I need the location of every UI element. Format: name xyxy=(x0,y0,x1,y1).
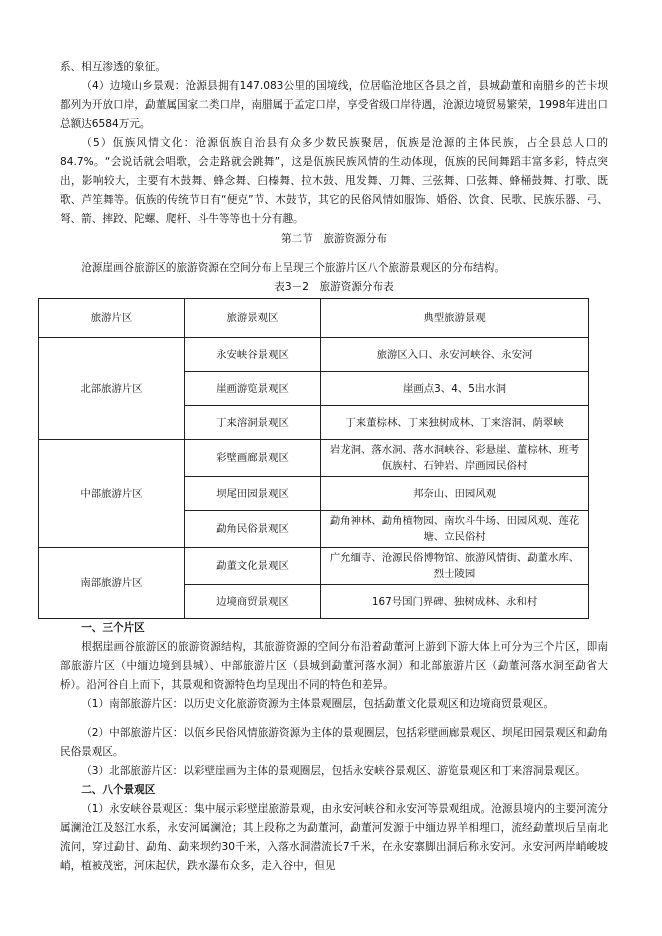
area-cell: 边境商贸景观区 xyxy=(185,585,321,619)
sights-cell: 167号国门界碑、独树成林、永和村 xyxy=(321,585,589,619)
part1-middle-zone: （2）中部旅游片区：以佤乡民俗风情旅游资源为主体的景观圈层，包括彩壁画廊景观区、坝尾田园景观区和勐角民俗景观区。 xyxy=(60,727,608,758)
area-cell: 坝尾田园景观区 xyxy=(185,477,321,511)
sights-cell: 广允缅寺、沧源民俗博物馆、旅游风情街、勐董水库、烈士陵园 xyxy=(321,548,589,585)
sights-cell: 崖画点3、4、5出水洞 xyxy=(321,372,589,406)
paragraph-border-landscape: （4）边境山乡景观：沧源县拥有147.083公里的国境线，位居临沧地区各县之首，县城勐董和南腊乡的芒卡坝都列为开放口岸，勐董属国家二类口岸，南腊属于孟定口岸，享受省级口岸待遇，沧源边境贸易繁荣，1998年进出口总额达6584万元。 xyxy=(60,80,608,130)
table-header-row xyxy=(39,299,589,338)
table-row xyxy=(39,338,589,372)
table-caption: 表3－2 旅游资源分布表 xyxy=(274,281,394,293)
zone-cell: 南部旅游片区 xyxy=(39,548,185,619)
document-page xyxy=(60,58,608,876)
header-zone: 旅游片区 xyxy=(39,299,185,338)
sights-cell: 岩龙洞、落水洞、落水洞峡谷、彩悬崖、董棕林、班考佤族村、石钟岩、岸画园民俗村 xyxy=(321,440,589,477)
sights-cell: 勐角神林、勐角植物园、南坎斗牛场、田园风观、莲花塘、立民俗村 xyxy=(321,511,589,548)
table-row xyxy=(39,440,589,477)
area-cell: 彩壁画廊景观区 xyxy=(185,440,321,477)
spacer xyxy=(60,249,608,259)
area-cell: 勐董文化景观区 xyxy=(185,548,321,585)
part1-north-zone: （3）北部旅游片区：以彩壁崖画为主体的景观圈层，包括永安峡谷景观区、游览景观区和丁来溶洞景观区。 xyxy=(81,765,586,777)
area-cell: 永安峡谷景观区 xyxy=(185,338,321,372)
zone-cell: 中部旅游片区 xyxy=(39,440,185,548)
sights-cell: 丁来董棕林、丁来独树成林、丁来溶洞、荫翠峡 xyxy=(321,406,589,440)
spacer xyxy=(60,714,608,724)
area-cell: 丁来溶洞景观区 xyxy=(185,406,321,440)
part1-paragraph: 根据崖画谷旅游区的旅游资源结构，其旅游资源的空间分布沿着勐董河上游到下游大体上可分为三个片区，即南部旅游片区（中缅边境到县城）、中部旅游片区（县城到勐董河落水洞）和北部旅游片区（勐董河落水洞至勐省大桥）。沿河谷自上而下，其景观和资源特色均呈现出不同的特色和差异。 xyxy=(60,641,608,691)
paragraph-wa-culture: （5）佤族风情文化：沧源佤族自治县有众多少数民族聚居，佤族是沧源的主体民族，占全县总人口的84.7%。“会说话就会唱歌，会走路就会跳舞”，这是佤族民族风情的生动体现，佤族的民间舞蹈丰富多彩，特点突出，影响较大，主要有木鼓舞、蜂念舞、臼榛舞、拉木鼓、甩发舞、刀舞、三弦舞、口弦舞、蜂桶鼓舞、打歌、既歌、芦笙舞等。佤族的传统节日有“便克”节、木鼓节，其它的民俗风情如服饰、婚俗、饮食、民歌、民族乐器、弓、弩、箭、摔跤、陀螺、爬杆、斗牛等等也十分有趣。 xyxy=(60,137,608,225)
zone-cell: 北部旅游片区 xyxy=(39,338,185,440)
header-sights: 典型旅游景观 xyxy=(321,299,589,338)
area-cell: 崖画游览景观区 xyxy=(185,372,321,406)
section-intro: 沧源崖画谷旅游区的旅游资源在空间分布上呈现三个旅游片区八个旅游景观区的分布结构。 xyxy=(81,262,505,274)
sights-cell: 旅游区入口、永安河峡谷、永安河 xyxy=(321,338,589,372)
sights-cell: 邦奈山、田园风观 xyxy=(321,477,589,511)
part2-paragraph: （1）永安峡谷景观区：集中展示彩壁崖旅游景观，由永安河峡谷和永安河等景观组成。沧源县境内的主要河流分属澜沧江及怒江水系，永安河属澜沧；其上段称之为勐董河，勐董河发源于中缅边界羊相埋口，流经勐董坝后呈南北流问，穿过勐甘、勐角、勐来坝约30千米，入落水洞潜流长7千米，在永安寨脚出洞后称永安河。永安河两岸峭峻坡峭，植被茂密，河床起伏，跌水瀑布众多，走入谷中，但见 xyxy=(60,803,608,872)
area-cell: 勐角民俗景观区 xyxy=(185,511,321,548)
table-row xyxy=(39,548,589,585)
part1-south-zone: （1）南部旅游片区：以历史文化旅游资源为主体景观圈层，包括勐董文化景观区和边境商贸景观区。 xyxy=(81,698,555,710)
section-title: 第二节 旅游资源分布 xyxy=(281,233,387,245)
header-area: 旅游景观区 xyxy=(185,299,321,338)
resource-distribution-table xyxy=(38,298,589,619)
part1-heading: 一、三个片区 xyxy=(81,622,145,634)
paragraph-continuation: 系、相互渗透的象征。 xyxy=(60,61,166,73)
part2-heading: 二、八个景观区 xyxy=(81,784,156,796)
